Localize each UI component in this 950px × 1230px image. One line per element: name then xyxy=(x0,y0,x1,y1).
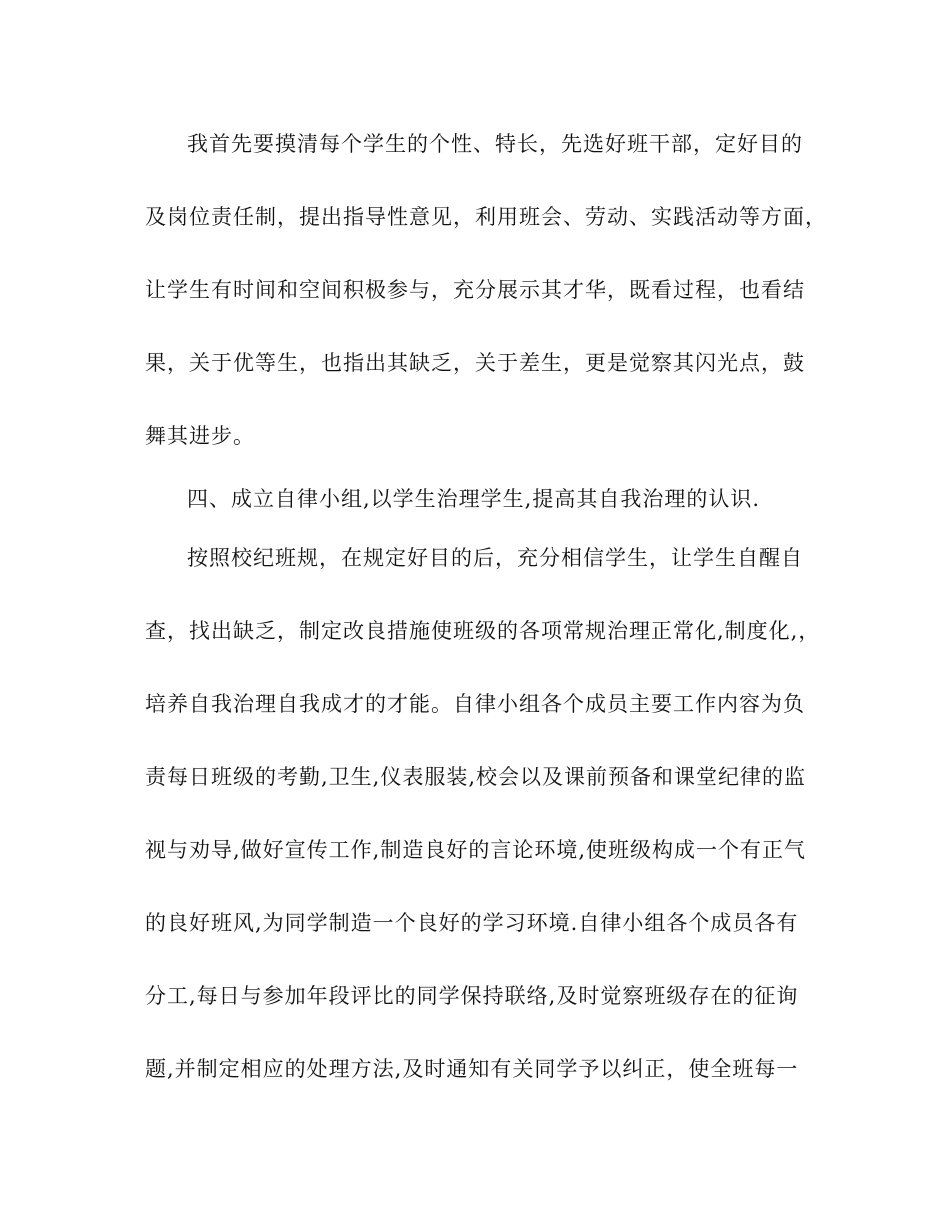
paragraph-line-11: 视与劝导,做好宣传工作,制造良好的言论环境,使班级构成一个有正气 xyxy=(145,838,807,862)
paragraph-line-7: 按照校纪班规，在规定好目的后，充分相信学生，让学生自醒自 xyxy=(187,546,803,570)
paragraph-line-1: 我首先要摸清每个学生的个性、特长，先选好班干部，定好目的 xyxy=(187,132,803,156)
paragraph-line-14: 题,并制定相应的处理方法,及时通知有关同学予以纠正，使全班每一 xyxy=(145,1057,799,1081)
paragraph-line-10: 责每日班级的考勤,卫生,仪表服装,校会以及课前预备和课堂纪律的监 xyxy=(145,765,807,789)
paragraph-line-3: 让学生有时间和空间积极参与，充分展示其才华，既看过程，也看结 xyxy=(145,278,805,302)
paragraph-line-12: 的良好班风,为同学制造一个良好的学习环境.自律小组各个成员各有 xyxy=(145,911,799,935)
section-heading: 四、成立自律小组,以学生治理学生,提高其自我治理的认识. xyxy=(187,487,761,511)
paragraph-line-4: 果，关于优等生，也指出其缺乏，关于差生，更是觉察其闪光点，鼓 xyxy=(145,351,805,375)
paragraph-line-5: 舞其进步。 xyxy=(145,424,255,448)
paragraph-line-2: 及岗位责任制，提出指导性意见，利用班会、劳动、实践活动等方面， xyxy=(145,205,827,229)
paragraph-line-8: 查，找出缺乏，制定改良措施使班级的各项常规治理正常化,制度化,， xyxy=(145,619,821,643)
paragraph-line-9: 培养自我治理自我成才的才能。自律小组各个成员主要工作内容为负 xyxy=(145,692,805,716)
paragraph-line-13: 分工,每日与参加年段评比的同学保持联络,及时觉察班级存在的征询 xyxy=(145,984,799,1008)
